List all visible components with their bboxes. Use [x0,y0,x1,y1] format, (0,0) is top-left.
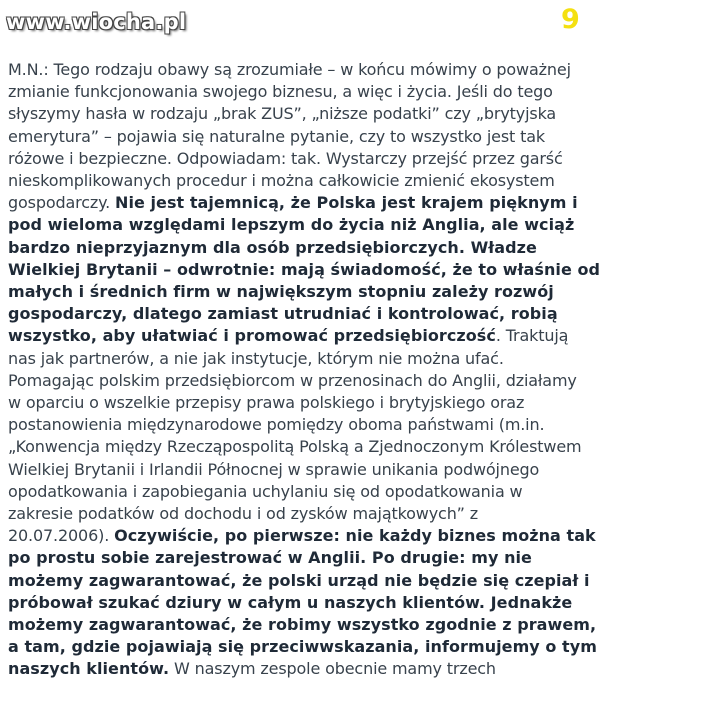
bold-text-segment: gospodarczy, dlatego zamiast utrudniać i kontrolować, robią [8,304,558,324]
text-line [8,259,648,281]
text-line [8,392,648,414]
text-segment: nas jak partnerów, a nie jak instytucje, którym nie można ufać. [8,348,504,368]
page-number: 9 [561,4,580,35]
text-segment: nieskomplikowanych procedur i można całkowicie zmienić ekosystem [8,171,555,191]
text-line [8,214,648,236]
text-line [8,281,648,303]
text-segment: gospodarczy. [8,193,116,213]
text-line [8,325,648,347]
text-segment: zakresie podatków od dochodu i od zysków majątkowych” z [8,504,479,524]
bold-text-segment: małych i średnich firm w największym stopniu zależy rozwój [8,282,554,302]
text-segment: W naszym zespole obecnie mamy trzech [169,659,496,679]
text-line [8,592,648,614]
text-segment: Wielkiej Brytanii i Irlandii Północnej w sprawie unikania podwójnego [8,459,540,479]
text-line [8,636,648,658]
text-segment: postanowienia międzynarodowe pomiędzy oboma państwami (m.in. [8,415,545,435]
text-segment: różowe i bezpieczne. Odpowiadam: tak. Wystarczy przejść przez garść [8,148,563,168]
bold-text-segment: pod wieloma względami lepszym do życia niż Anglia, ale wciąż [8,215,575,235]
text-line [8,370,648,392]
bold-text-segment: możemy zagwarantować, że robimy wszystko zgodnie z prawem, [8,615,597,635]
text-line [8,436,648,458]
bold-text-segment: naszych klientów. [8,659,170,679]
text-line [8,459,648,481]
text-line [8,481,648,503]
text-line [8,414,648,436]
article-body [8,59,648,681]
text-line [8,148,648,170]
bold-text-segment: Nie jest tajemnicą, że Polska jest krajem pięknym i [115,193,578,213]
text-line [8,103,648,125]
text-line [8,503,648,525]
text-line [8,525,648,547]
bold-text-segment: Oczywiście, po pierwsze: nie każdy biznes można tak [114,526,596,546]
text-line [8,59,648,81]
text-segment: słyszymy hasła w rodzaju „brak ZUS”, „niższe podatki” czy „brytyjska [8,104,557,124]
text-line [8,303,648,325]
text-line [8,192,648,214]
text-line [8,547,648,569]
text-segment: zmianie funkcjonowania swojego biznesu, a więc i życia. Jeśli do tego [8,82,553,102]
text-segment: opodatkowania i zapobiegania uchylaniu się od opodatkowania w [8,481,523,501]
text-line [8,170,648,192]
text-segment: M.N.: Tego rodzaju obawy są zrozumiałe – w końcu mówimy o poważnej [8,60,571,79]
bold-text-segment: Wielkiej Brytanii – odwrotnie: mają świadomość, że to właśnie od [8,259,601,279]
text-line [8,237,648,259]
text-segment: Pomagając polskim przedsiębiorcom w przenosinach do Anglii, działamy [8,370,577,390]
text-line [8,126,648,148]
bold-text-segment: bardzo nieprzyjaznym dla osób przedsiębiorczych. Władze [8,237,537,257]
bold-text-segment: możemy zagwarantować, że polski urząd nie będzie się czepiał i [8,570,590,590]
text-line [8,614,648,636]
bold-text-segment: wszystko, aby ułatwiać i promować przedsiębiorczość [8,326,496,346]
text-segment: . Traktują [495,326,569,346]
bold-text-segment: po prostu sobie zarejestrować w Anglii. Po drugie: my nie [8,548,532,568]
text-line [8,81,648,103]
text-segment: „Konwencja między Rzecząpospolitą Polską a Zjednoczonym Królestwem [8,437,582,457]
bold-text-segment: a tam, gdzie pojawiają się przeciwwskazania, informujemy o tym [8,637,597,657]
bold-text-segment: próbował szukać dziury w całym u naszych klientów. Jednakże [8,592,573,612]
text-segment: 20.07.2006). [8,526,115,546]
site-watermark-logo: www.wiocha.pl [6,10,187,34]
text-segment: emerytura” – pojawia się naturalne pytanie, czy to wszystko jest tak [8,126,545,146]
text-line [8,348,648,370]
text-segment: w oparciu o wszelkie przepisy prawa polskiego i brytyjskiego oraz [8,393,525,413]
text-line [8,658,648,680]
text-line [8,570,648,592]
